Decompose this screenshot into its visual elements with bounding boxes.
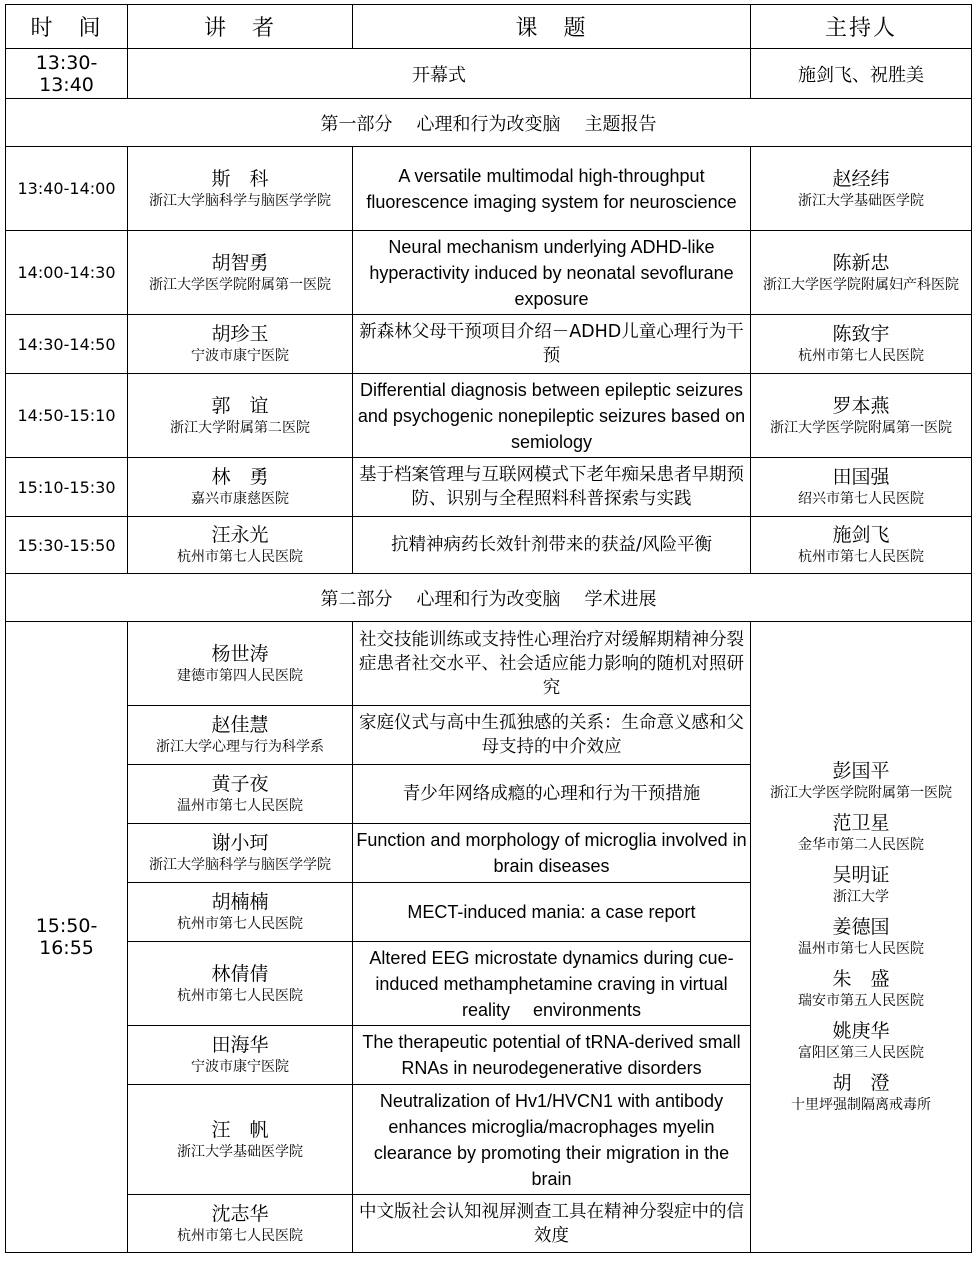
speaker-cell (128, 622, 353, 706)
host-name: 胡 澄 (832, 1072, 890, 1094)
host-name: 吴明证 (832, 864, 890, 886)
header-topic: 课 题 (353, 5, 751, 49)
talk-topic: Function and morphology of microglia involved in brain diseases (353, 824, 751, 883)
host-name: 陈致宇 (832, 323, 890, 345)
table-row (6, 315, 972, 374)
talk-topic: 家庭仪式与高中生孤独感的关系：生命意义感和父母支持的中介效应 (353, 706, 751, 765)
speaker-name: 沈志华 (211, 1202, 269, 1225)
host-name: 赵经纬 (832, 167, 890, 190)
speaker-affiliation: 杭州市第七人民医院 (177, 549, 303, 565)
speaker-name: 黄子夜 (211, 773, 269, 795)
host-name: 陈新忠 (832, 251, 890, 274)
host-name: 姜德国 (832, 916, 890, 938)
section-2-part: 第二部分 (320, 588, 393, 610)
host-cell (751, 315, 972, 374)
speaker-affiliation: 浙江大学附属第二医院 (170, 419, 310, 436)
speaker-cell (128, 374, 353, 458)
header-time: 时 间 (6, 5, 128, 49)
host-cell (751, 147, 972, 231)
host-affiliation: 浙江大学医学院附属第一医院 (770, 785, 952, 801)
speaker-name: 胡楠楠 (211, 891, 269, 913)
header-host: 主持人 (751, 5, 972, 49)
schedule-table (5, 4, 972, 1253)
speaker-cell (128, 315, 353, 374)
talk-topic: Neural mechanism underlying ADHD-like hyperactivity induced by neonatal sevoflurane exposure (353, 231, 751, 315)
host-affiliation: 金华市第二人民医院 (798, 837, 924, 853)
speaker-affiliation: 嘉兴市康慈医院 (191, 491, 289, 507)
speaker-name: 林 勇 (211, 466, 269, 488)
talk-time: 14:30-14:50 (6, 315, 128, 374)
speaker-cell (128, 458, 353, 517)
table-row (6, 622, 972, 706)
table-row (6, 458, 972, 517)
talk-topic: Neutralization of Hv1/HVCN1 with antibody enhances microglia/macrophages myelin clearance by promoting their migration in the brain (353, 1085, 751, 1195)
talk-topic: Differential diagnosis between epileptic seizures and psychogenic nonepileptic seizures based on semiology (353, 374, 751, 458)
section-2-type: 学术进展 (584, 588, 657, 610)
host-entry (754, 1067, 968, 1119)
speaker-cell (128, 1085, 353, 1195)
section-2-heading (6, 574, 972, 622)
host-affiliation: 浙江大学 (833, 889, 889, 905)
speaker-name: 汪 帆 (211, 1118, 269, 1141)
talk-topic: 青少年网络成瘾的心理和行为干预措施 (353, 765, 751, 824)
talk-topic: 基于档案管理与互联网模式下老年痴呆患者早期预防、识别与全程照料科普探索与实践 (353, 458, 751, 517)
host-list (754, 755, 968, 1119)
talk-time: 14:50-15:10 (6, 374, 128, 458)
speaker-cell (128, 824, 353, 883)
host-entry (754, 963, 968, 1015)
host-name: 罗本燕 (832, 394, 890, 417)
session-2-time: 15:50-16:55 (6, 622, 128, 1253)
host-affiliation: 富阳区第三人民医院 (798, 1045, 924, 1061)
talk-time: 13:40-14:00 (6, 147, 128, 231)
section-2-row (6, 574, 972, 622)
talk-topic: 社交技能训练或支持性心理治疗对缓解期精神分裂症患者社交水平、社会适应能力影响的随机对照研究 (353, 622, 751, 706)
section-1-type: 主题报告 (584, 113, 657, 135)
host-cell (751, 231, 972, 315)
speaker-name: 谢小珂 (211, 832, 269, 854)
section-2-theme: 心理和行为改变脑 (416, 588, 561, 610)
talk-topic: MECT-induced mania: a case report (353, 883, 751, 942)
speaker-cell (128, 231, 353, 315)
speaker-cell (128, 883, 353, 942)
speaker-name: 赵佳慧 (211, 714, 269, 736)
table-row (6, 231, 972, 315)
host-affiliation: 杭州市第七人民医院 (798, 549, 924, 565)
table-row (6, 374, 972, 458)
section-1-part: 第一部分 (320, 113, 393, 135)
talk-topic: A versatile multimodal high-throughput fluorescence imaging system for neuroscience (353, 147, 751, 231)
speaker-cell (128, 1026, 353, 1085)
speaker-affiliation: 杭州市第七人民医院 (177, 1227, 303, 1244)
speaker-name: 胡智勇 (211, 251, 269, 274)
speaker-affiliation: 温州市第七人民医院 (177, 798, 303, 814)
talk-time: 14:00-14:30 (6, 231, 128, 315)
talk-time: 15:10-15:30 (6, 458, 128, 517)
speaker-cell (128, 147, 353, 231)
speaker-affiliation: 杭州市第七人民医院 (177, 987, 303, 1004)
host-affiliation: 绍兴市第七人民医院 (798, 491, 924, 507)
host-affiliation: 杭州市第七人民医院 (798, 348, 924, 364)
session-2-hosts (751, 622, 972, 1253)
host-affiliation: 浙江大学医学院附属第一医院 (770, 419, 952, 436)
speaker-name: 胡珍玉 (211, 323, 269, 345)
host-name: 施剑飞 (832, 524, 890, 546)
host-entry (754, 859, 968, 911)
speaker-cell (128, 1195, 353, 1253)
talk-topic: 抗精神病药长效针剂带来的获益/风险平衡 (353, 517, 751, 574)
speaker-affiliation: 浙江大学脑科学与脑医学学院 (149, 857, 331, 873)
section-1-theme: 心理和行为改变脑 (416, 113, 561, 135)
opening-row (6, 49, 972, 99)
table-row (6, 517, 972, 574)
host-entry (754, 755, 968, 807)
speaker-name: 郭 谊 (211, 394, 269, 417)
host-name: 姚庚华 (832, 1020, 890, 1042)
host-entry (754, 1015, 968, 1067)
speaker-cell (128, 942, 353, 1026)
host-name: 田国强 (832, 466, 890, 488)
speaker-cell (128, 765, 353, 824)
speaker-name: 斯 科 (211, 167, 269, 190)
talk-time: 15:30-15:50 (6, 517, 128, 574)
speaker-affiliation: 浙江大学心理与行为科学系 (156, 739, 324, 755)
header-row (6, 5, 972, 49)
section-1-heading (6, 99, 972, 147)
speaker-affiliation: 杭州市第七人民医院 (177, 916, 303, 932)
speaker-affiliation: 宁波市康宁医院 (191, 348, 289, 364)
host-cell (751, 458, 972, 517)
speaker-name: 林倩倩 (211, 962, 269, 985)
host-affiliation: 十里坪强制隔离戒毒所 (791, 1097, 931, 1113)
speaker-affiliation: 建德市第四人民医院 (177, 667, 303, 684)
speaker-affiliation: 浙江大学脑科学与脑医学学院 (149, 192, 331, 209)
host-cell (751, 374, 972, 458)
opening-host: 施剑飞、祝胜美 (751, 49, 972, 99)
host-affiliation: 瑞安市第五人民医院 (798, 993, 924, 1009)
talk-topic: 新森林父母干预项目介绍－ADHD儿童心理行为干预 (353, 315, 751, 374)
host-cell (751, 517, 972, 574)
opening-title: 开幕式 (128, 49, 751, 99)
talk-topic: The therapeutic potential of tRNA-derived small RNAs in neurodegenerative disorders (353, 1026, 751, 1085)
opening-time: 13:30-13:40 (6, 49, 128, 99)
section-1-row (6, 99, 972, 147)
host-entry (754, 807, 968, 859)
header-speaker: 讲 者 (128, 5, 353, 49)
host-affiliation: 浙江大学医学院附属妇产科医院 (763, 276, 959, 293)
speaker-name: 汪永光 (211, 524, 269, 546)
host-name: 范卫星 (832, 812, 890, 834)
host-affiliation: 浙江大学基础医学院 (798, 192, 924, 209)
host-affiliation: 温州市第七人民医院 (798, 941, 924, 957)
speaker-affiliation: 浙江大学基础医学院 (177, 1143, 303, 1160)
host-entry (754, 911, 968, 963)
speaker-name: 杨世涛 (211, 642, 269, 665)
host-name: 朱 盛 (832, 968, 890, 990)
talk-topic: 中文版社会认知视屏测查工具在精神分裂症中的信效度 (353, 1195, 751, 1253)
host-name: 彭国平 (832, 760, 890, 782)
speaker-affiliation: 宁波市康宁医院 (191, 1059, 289, 1075)
speaker-cell (128, 517, 353, 574)
table-row (6, 147, 972, 231)
speaker-affiliation: 浙江大学医学院附属第一医院 (149, 276, 331, 293)
talk-topic: Altered EEG microstate dynamics during cue-induced methamphetamine craving in virtual reality environments (353, 942, 751, 1026)
speaker-cell (128, 706, 353, 765)
speaker-name: 田海华 (211, 1034, 269, 1056)
